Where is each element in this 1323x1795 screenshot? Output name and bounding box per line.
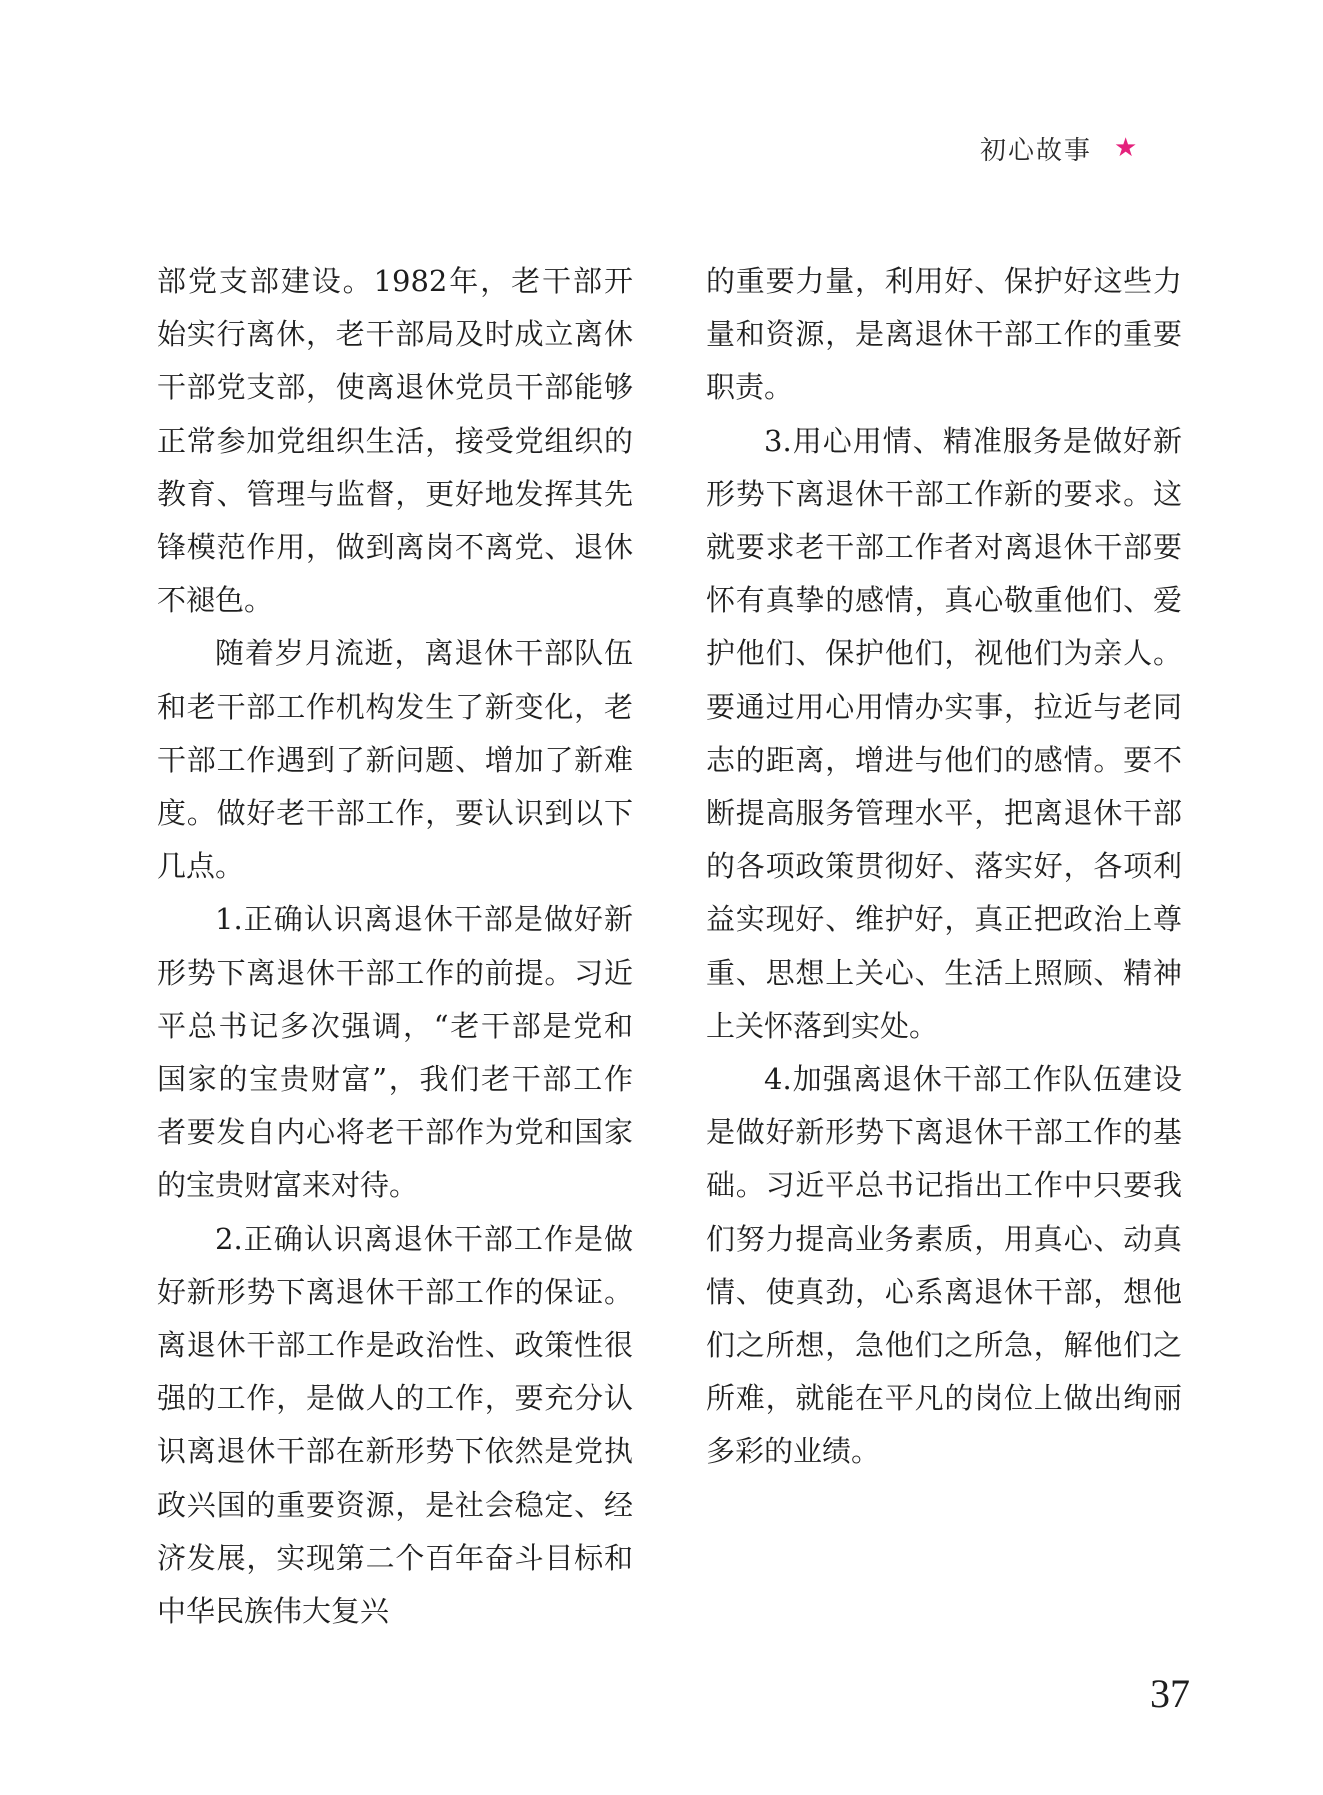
paragraph: 1.正确认识离退休干部是做好新形势下离退休干部工作的前提。习近平总书记多次强调，“老干部是党和国家的宝贵财富”，我们老干部工作者要发自内心将老干部作为党和国家的宝贵财富来对待。 [157, 902, 633, 1203]
paragraph: 2.正确认识离退休干部工作是做好新形势下离退休干部工作的保证。离退休干部工作是政治性、政策性很强的工作，是做人的工作，要充分认识离退休干部在新形势下依然是党执政兴国的重要资源，是社会稳定、经济发展，实现第二个百年奋斗目标和中华民族伟大复兴 [157, 1221, 633, 1629]
left-column [157, 255, 633, 1638]
section-title: 初心故事 [980, 135, 1093, 166]
paragraph: 3.用心用情、精准服务是做好新形势下离退休干部工作新的要求。这就要求老干部工作者对离退休干部要怀有真挚的感情，真心敬重他们、爱护他们、保护他们，视他们为亲人。要通过用心用情办实事，拉近与老同志的距离，增进与他们的感情。要不断提高服务管理水平，把离退休干部的各项政策贯彻好、落实好，各项利益实现好、维护好，真正把政治上尊重、思想上关心、生活上照顾、精神上关怀落到实处。 [706, 423, 1182, 1043]
star-icon: ★ [1114, 133, 1140, 163]
paragraph: 4.加强离退休干部工作队伍建设是做好新形势下离退休干部工作的基础。习近平总书记指出工作中只要我们努力提高业务素质，用真心、动真情、使真劲，心系离退休干部，想他们之所想，急他们之所急，解他们之所难，就能在平凡的岗位上做出绚丽多彩的业绩。 [706, 1062, 1182, 1469]
paragraph: 随着岁月流逝，离退休干部队伍和老干部工作机构发生了新变化，老干部工作遇到了新问题、增加了新难度。做好老干部工作，要认识到以下几点。 [157, 636, 633, 884]
paragraph-continuation: 部党支部建设。1982年，老干部开始实行离休，老干部局及时成立离休干部党支部，使离退休党员干部能够正常参加党组织生活，接受党组织的教育、管理与监督，更好地发挥其先锋模范作用，做到离岗不离党、退休不褪色。 [157, 264, 633, 618]
paragraph-continuation: 的重要力量，利用好、保护好这些力量和资源，是离退休干部工作的重要职责。 [706, 264, 1182, 405]
page-number: 37 [1150, 1671, 1190, 1716]
right-column [706, 255, 1182, 1479]
running-head [980, 128, 1139, 168]
